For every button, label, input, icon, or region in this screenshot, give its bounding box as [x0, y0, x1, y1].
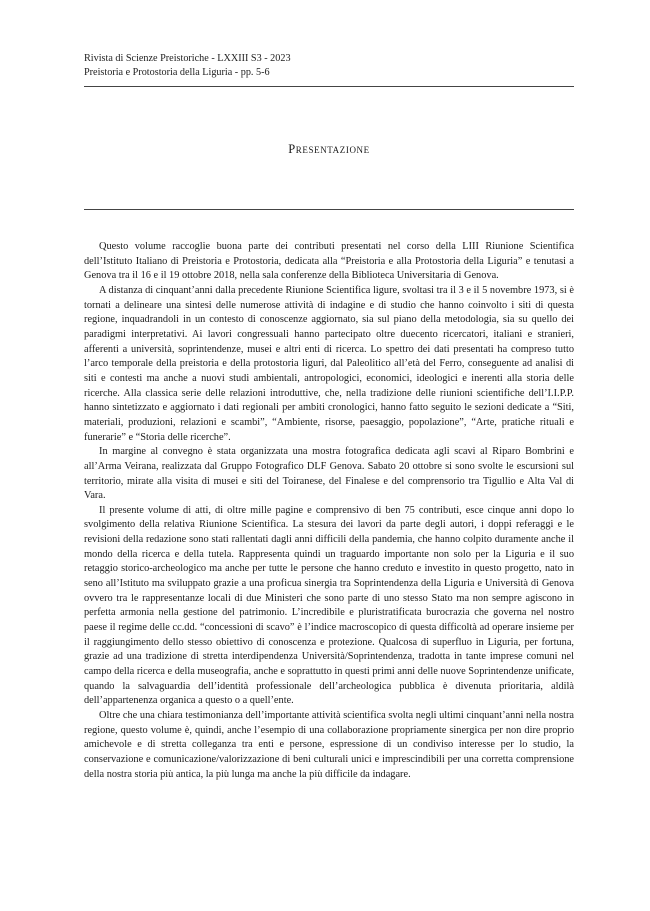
title-rule [84, 209, 574, 210]
paragraph: Questo volume raccoglie buona parte dei contributi presentati nel corso della LIII Riunione Scientifica dell’Istituto Italiano di Preistoria e Protostoria, dedicata alla “Preistoria e alla Protostoria della Liguria” e tenutasi a Genova tra il 16 e il 19 ottobre 2018, nella sala conferenze della Biblioteca Universitaria di Genova. [84, 241, 574, 282]
paragraph: Oltre che una chiara testimonianza dell’importante attività scientifica svolta negli ultimi cinquant’anni nella nostra regione, questo volume è, quindi, anche l’esempio di una collaborazione propriamente sinergica per non dire proprio amichevole e di stretta colleganza tra enti e persone, espressione di un condiviso interesse per lo studio, la conservazione e comunicazione/valorizzazione di beni culturali unici e imprescindibili per una corretta comprensione della nostra storia più antica, la più lunga ma anche la più difficile da indagare. [84, 710, 574, 780]
section-line: Preistoria e Protostoria della Liguria - pp. 5-6 [84, 67, 270, 78]
body-text [84, 240, 574, 782]
page-title: Presentazione [288, 142, 370, 156]
paragraph: In margine al convegno è stata organizzata una mostra fotografica dedicata agli scavi al Riparo Bombrini e all’Arma Veirana, realizzata dal Gruppo Fotografico DLF Genova. Sabato 20 ottobre si sono svolte le escursioni sul territorio, mirate alla visita di musei e siti del Toiranese, del Finalese e del comprensorio tra Tigullio e Alta Val di Vara. [84, 446, 574, 502]
journal-line: Rivista di Scienze Preistoriche - LXXIII S3 - 2023 [84, 53, 291, 64]
running-header [84, 52, 574, 80]
paragraph: A distanza di cinquant’anni dalla precedente Riunione Scientifica ligure, svoltasi tra il 3 e il 5 novembre 1973, si è tornati a delineare una sintesi delle numerose attività di indagine e di studio che hanno coinvolto i siti di questa regione, inquadrandoli in un contesto di conoscenze aggiornato, sia sul piano della metodologia, sia su quello dei paradigmi interpretativi. Ai lavori congressuali hanno partecipato oltre duecento ricercatori, italiani e stranieri, afferenti a università, soprintendenze, musei e altri enti di ricerca. Lo spettro dei dati presentati ha compreso tutto l’arco temporale della preistoria e della protostoria liguri, dal Paleolitico all’età del Ferro, conseguente ad analisi di siti e contesti ma anche a nuovi studi ambientali, antropologici, economici, ideologici e inerenti alla storia delle ricerche. Alla classica serie delle relazioni introduttive, che, nella tradizione delle riunioni scientifiche dell’I.I.P.P. hanno sintetizzato e aggiornato i dati regionali per ambiti cronologici, hanno fatto seguito le sezioni dedicate a “Siti, materiali, produzioni, relazioni e scambi”, “Ambiente, risorse, paesaggio, popolazione”, “Arte, pratiche rituali e funerarie” e “Storia delle ricerche”. [84, 284, 574, 443]
paragraph: Il presente volume di atti, di oltre mille pagine e comprensivo di ben 75 contributi, esce cinque anni dopo lo svolgimento della relativa Riunione Scientifica. La stesura dei lavori da parte degli autori, i doppi referaggi e le revisioni della redazione sono stati rallentati dagli anni difficili della pandemia, che hanno colpito duramente anche il mondo della ricerca e della tutela. Rappresenta quindi un traguardo importante non solo per la Liguria e il suo retaggio storico-archeologico ma anche per tutte le persone che hanno creduto e investito in questo progetto, nato in seno all’Istituto ma sviluppato grazie a una proficua sinergia tra Soprintendenza della Liguria e Università di Genova ovvero tra le rappresentanze locali di due Ministeri che sono parte di uno stesso Stato ma non sempre agiscono in perfetta armonia nella gestione del patrimonio. L’incredibile e pluristratificata burocrazia che governa nel nostro paese il regime delle cc.dd. “concessioni di scavo” è l’indice macroscopico di questa difficoltà ad operare insieme per il raggiungimento dello stesso obiettivo di conoscenza e protezione. Qualcosa di superfluo in Liguria, per fortuna, grazie ad una tradizione di stretta interdipendenza Università/Soprintendenza, tradotta in tante imprese comuni nel campo della ricerca e della museografia, anche e soprattutto in questi primi anni delle nuove Soprintendenze unificate, quando la salvaguardia dell’identità professionale dell’archeologica pubblica è divenuta prioritaria, aldilà dell’appartenenza organica a questo o a quell’ente. [84, 504, 574, 707]
header-rule [84, 86, 574, 87]
